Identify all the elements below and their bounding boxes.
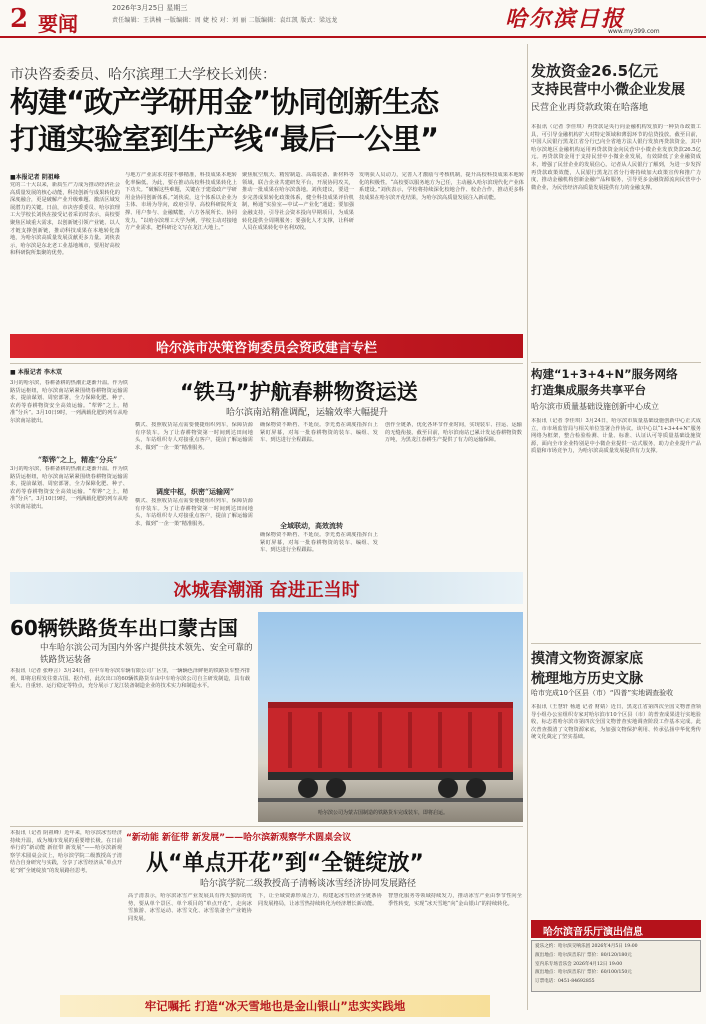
tiema-heading-2: 调度中枢，织密“运输网”	[156, 487, 235, 496]
policy-banner	[10, 334, 523, 358]
tiema-subtitle: 哈尔滨南站精准调配，运输效率大幅提升	[226, 408, 389, 418]
rail-title: 60辆铁路货车出口蒙古国	[10, 616, 238, 640]
slogan-banner	[60, 995, 490, 1017]
forum-tag: “新动能 新征带 新发展”——哈尔滨新观察学术圆桌会议	[126, 833, 352, 843]
photo-caption: 哈尔滨公司为蒙古国制造的铁路货车完成装车，即将启运。	[318, 810, 449, 816]
concert-line: 订票电话：0451-84692855	[535, 979, 595, 985]
right-mid-subtitle: 哈尔滨市质量基础设施创新中心成立	[531, 402, 659, 411]
ice-banner-text: 冰城春潮涌 奋进正当时	[173, 580, 360, 601]
tiema-heading-1: “犁铧”之上，精准“分兵”	[38, 455, 118, 464]
website-url[interactable]: www.my399.com	[608, 28, 660, 35]
bottom-left-column: 本报讯（记者 阴祖峰）近年来，哈尔滨冰雪经济持续升温，成为城市发展的重要增长极。在日前举行的“新动能 新征带 新发展”——哈尔滨新观察学术圆桌会议上，哈尔滨学院二级教授高子清结合自身研究与实践，分享了冰雪经济从“单点开花”到“全链绽放”的发展路径思考。	[10, 830, 122, 874]
lead-column-1: 党的二十大以来，新质生产力成为推动经济社会高质量发展的核心动能，科技创新与成果转化的深度融合，更是破解产业升级难题、激活区域发展潜力的关键。日前，市决咨委委员、哈尔滨理工大学校长刘侠在接受记者采访时表示，高校要聚焦区域重大需求，以创新链引领产业链、以人才链支撑创新链，推动科技成果在本地转化落地，为哈尔滨高质量发展贡献更多力量。刘侠表示，哈尔滨是东北老工业基地城市，要用好高校和科研院所集聚的优势。	[10, 182, 120, 257]
heritage-title-line2: 梳理地方历史文脉	[531, 671, 643, 687]
lead-title-line1: 构建“政产学研用金”协同创新生态	[10, 85, 439, 119]
bottom-column-3: 智慧化服务等领域持续发力，推动冰雪产业由季节性向全季性转变，实现“冰天雪地”向“金山银山”的持续转化。	[388, 893, 522, 907]
right-top-body: 本报讯（记者 李佳琪）再贷款是央行向金融机构发放的一种货币政策工具，可引导金融机构扩大对特定领域和薄弱环节的信贷投放。截至目前，中国人民银行黑龙江省分行已向全省地方法人银行发放再贷款资金，其中哈尔滨地区金融机构运用再贷款资金向民营中小微企业发放贷款26.5亿元。再贷款资金用于支持民营中小微企业发展，有效降低了企业融资成本，增强了民营企业的发展信心。记者从人民银行了解到，为进一步发挥再贷款政策效能，人民银行黑龙江省分行将持续加大政策宣传和推广力度，推动金融机构创新金融产品和服务，引导更多金融资源流向民营中小微企业，为民营经济高质量发展提供有力的金融支撑。	[531, 124, 701, 191]
section-rule	[531, 362, 701, 363]
right-top-title-line2: 支持民营中小微企业发展	[531, 82, 685, 98]
concert-header: 哈尔滨音乐厅演出信息	[543, 927, 643, 938]
tiema-column-4: 创作全链条，优化各环节作业时间，实现装车、挂运、运输的无缝衔接。截至目前，哈尔滨南站已累计发运春耕物资数万吨，为黑龙江春耕生产提供了有力的运输保障。	[385, 422, 522, 444]
heritage-subtitle: 哈市完成10个区县（市）“四普”实地调查验收	[531, 689, 674, 697]
lead-column-2: 与地方产业需求对接不够精准，科技成果本地转化率偏低。为此，要在推动高校科技成果转化上下功夫。“破解这些难题，关键在于建设政产学研用金协同创新体系。”刘侠说，这个体系以企业为主体、市场为导向，政府引导、高校科研院所支撑、用户参与、金融赋能，六方各展所长、协同发力。“以哈尔滨理工大学为例，学校主动对接地方产业需求，把科研论文写在龙江大地上。”	[125, 172, 237, 232]
concert-line: 室内乐专场音乐会 2026年4月12日 19:00	[535, 961, 623, 967]
freight-wagon-image	[258, 612, 523, 822]
slogan-text: 牢记嘱托 打造“冰天雪地也是金山银山”忠实实践地	[144, 999, 406, 1013]
tiema-column-3: 确保物资不断档、不延误。李光勇在调度指挥台上紧盯屏幕，对每一批春耕物资的装车、编组、发车、到达进行全程跟踪。	[260, 422, 378, 444]
lead-byline: ■本报记者 阴祖峰	[10, 174, 60, 181]
right-mid-title-line1: 构建“1+3+4+N”服务网络	[531, 367, 678, 381]
concert-line: 爱乐之约：哈尔滨交响乐团 2026年4月5日 19:00	[535, 944, 638, 949]
tiema-title: “铁马”护航春耕物资运送	[180, 380, 418, 404]
page-number: 2	[10, 4, 29, 34]
right-top-subtitle: 民营企业再贷款政策在哈落地	[531, 103, 649, 113]
right-mid-body: 本报讯（记者 李佳琪）3月24日，哈尔滨市质量基础设施创新中心正式成立，市市场监管局与相关单位签署合作协议。该中心以“1+3+4+N”服务网络为框架，整合检验检测、计量、标准、认证认可等质量基础设施资源，面向全市企业特别是中小微企业提供一站式服务，助力企业提升产品质量和市场竞争力，为哈尔滨高质量发展提供有力支撑。	[531, 418, 701, 455]
tiema-heading-3: 全域联动，高效流转	[280, 521, 343, 530]
concert-header-bar	[531, 920, 701, 938]
rail-subtitle-line2: 铁路货运装备	[40, 655, 92, 665]
heritage-title-line1: 摸清文物资源家底	[531, 651, 643, 667]
ice-banner	[10, 572, 523, 604]
bottom-title: 从“单点开花”到“全链绽放”	[146, 851, 424, 876]
bottom-column-2: 下，让全域资源形成合力，构建起冰雪经济全链条协同发展格局，让冰雪热持续转化为经济增长新动能。	[258, 893, 382, 907]
column-divider	[527, 44, 528, 1014]
tiema-column-3b: 确保物资不断档、不延误。李光勇在调度指挥台上紧盯屏幕，对每一批春耕物资的装车、编组、发车、到达进行全程跟踪。	[260, 532, 378, 554]
right-top-title-line1: 发放资金26.5亿元	[531, 62, 659, 80]
section-rule	[531, 643, 701, 644]
bottom-column-1: 高子清表示，哈尔滨冰雪产业发展具有得天独厚的优势，要从单个景区、单个项目的“单点开花”，走向冰雪旅游、冰雪运动、冰雪文化、冰雪装备全产业链协同发展。	[128, 893, 252, 922]
page-header	[0, 0, 706, 38]
bottom-subtitle: 哈尔滨学院二级教授高子清畅谈冰雪经济协同发展路径	[200, 879, 417, 889]
policy-banner-text: 哈尔滨市决策咨询委员会资政建言专栏	[155, 340, 377, 356]
tiema-byline: ■ 本报记者 李木双	[10, 369, 62, 376]
lead-title-line2: 打通实验室到生产线“最后一公里”	[10, 122, 439, 156]
tiema-column-1: 3月的哈尔滨，春耕备耕的热潮正逐渐升温。作为铁路货运枢纽，哈尔滨南站紧紧围绕春耕物资运输需求，提前谋划、周密部署，全力保障化肥、种子、农药等春耕物资安全高效运输。“犁铧”之上，精准“分兵”。3月10日9时，一列满载化肥的列车从哈尔滨南站驶出。	[10, 380, 128, 424]
lead-kicker: 市决咨委委员、哈尔滨理工大学校长刘侠：	[10, 67, 276, 83]
lead-column-3: 聚焦航空航天、精密制造、高端装备、新材料等领域，联合企业共建研发平台，开展协同攻关，推动一批成果在哈尔滨落地。刘侠建议，要进一步完善成果转化政策体系，健全科技成果评价机制，畅通“实验室—中试—产业化”通道；要加强金融支持，引导社会资本投向早期项目，为成果转化提供全周期服务；要强化人才支撑，让科研人员在成果转化中名利双收。	[242, 172, 354, 232]
section-name: 要闻	[38, 12, 78, 36]
rail-subtitle-line1: 中车哈尔滨公司为国内外客户提供技术领先、安全可靠的	[40, 643, 253, 653]
issue-date: 2026年3月25日 星期三	[112, 4, 188, 12]
right-mid-title-line2: 打造集成服务共享平台	[531, 383, 646, 397]
heritage-body: 本报讯（王慧轩 杨迪 记者 财婧）近日，黑龙江省第四次全国文物普查领导小组办公室组织专家对哈尔滨市10个区县（市）的普查成果进行实地验收，标志着哈尔滨市第四次全国文物普查实地调查阶段工作基本完成。此次普查摸清了文物资源家底，为加强文物保护利用、传承弘扬中华优秀传统文化奠定了坚实基础。	[531, 704, 701, 741]
rail-body: 本报讯（记者 张峥言）3月24日，在中车哈尔滨车辆有限公司厂区里，一辆辆色泽鲜艳的铁路货车整齐排列，即将启程发往蒙古国。据介绍，此次出口的60辆铁路货车由中车哈尔滨公司自主研发制造，具有载重大、自重轻、运行稳定等特点，充分展示了龙江装备制造企业的技术实力和制造水平。	[10, 668, 250, 690]
concert-listing	[531, 940, 701, 992]
tiema-column-2b: 横式、按照收货站点需要便捷组织列车，保障货源有序装车。为了让春耕物资第一时间到达田间地头，车站组织专人对接重点客户，提前了解运输需求，做到“一企一策”精准服务。	[135, 498, 253, 527]
concert-line: 演出地点：哈尔滨音乐厅 票价：60/100/150元	[535, 970, 632, 976]
lead-column-4: 发明获人员动力，完善人才激励与考核机制，提升高校科技成果本地转化的积极性。“高校要以服务地方为己任，主动融入哈尔滨现代化产业体系建设。”刘侠表示，学校将持续深化校地合作、校企合作，推动更多科技成果在哈尔滨开花结果，为哈尔滨高质量发展注入新动能。	[359, 172, 524, 201]
tiema-column-2: 横式、按照收货站点需要便捷组织列车，保障货源有序装车。为了让春耕物资第一时间到达田间地头，车站组织专人对接重点客户，提前了解运输需求，做到“一企一策”精准服务。	[135, 422, 253, 451]
section-rule	[10, 363, 523, 364]
masthead-logo: 哈尔滨日报	[505, 6, 626, 32]
section-rule	[10, 826, 523, 827]
concert-line: 演出地点：哈尔滨音乐厅 票价：80/120/180元	[535, 952, 632, 958]
editor-credits: 责任编辑：王洪楠 一版编辑：周 婕 校 对：刘 丽 二版编辑：袁红凯 版式：梁远龙	[112, 17, 338, 24]
train-photo	[258, 612, 523, 822]
tiema-column-1b: 3月的哈尔滨，春耕备耕的热潮正逐渐升温。作为铁路货运枢纽，哈尔滨南站紧紧围绕春耕物资运输需求，提前谋划、周密部署，全力保障化肥、种子、农药等春耕物资安全高效运输。“犁铧”之上，精准“分兵”。3月10日9时，一列满载化肥的列车从哈尔滨南站驶出。	[10, 466, 128, 510]
